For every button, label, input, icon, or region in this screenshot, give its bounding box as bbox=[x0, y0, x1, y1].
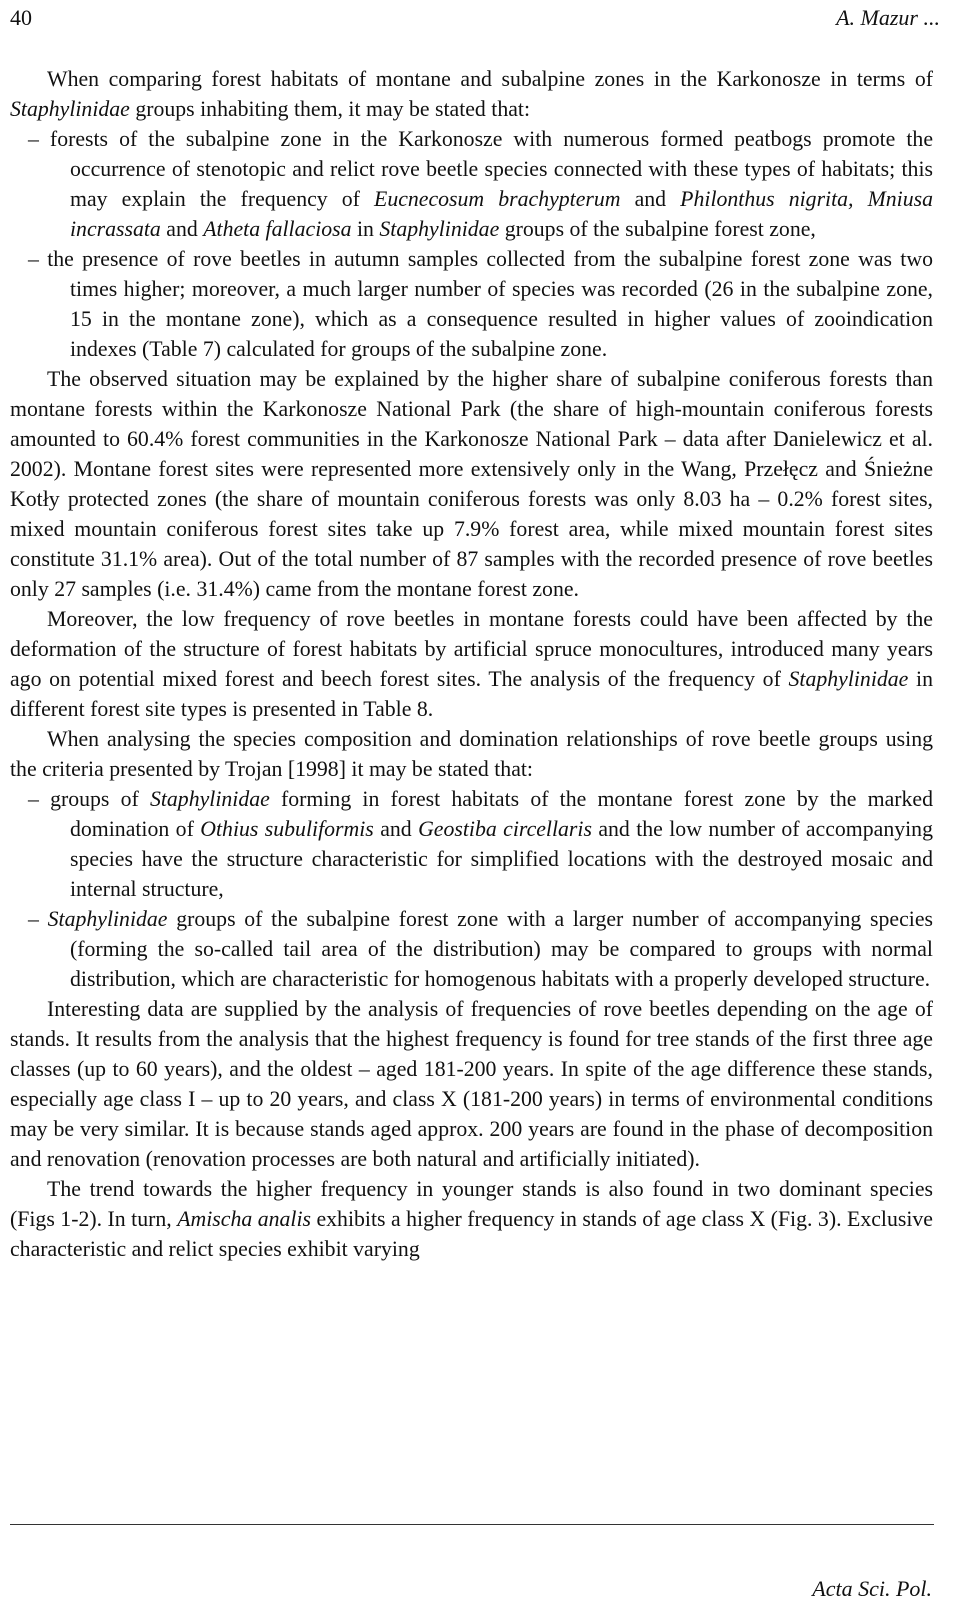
list-item: – Staphylinidae groups of the subalpine forest zone with a larger number of accompanying species (forming the so-called tail area of the distribution) may be compared to groups with normal distribution, which are characteristic for homogenous habitats with a properly developed structure. bbox=[28, 907, 933, 991]
paragraph: When comparing forest habitats of montane and subalpine zones in the Karkonosze in terms of Staphylinidae groups inhabiting them, it may be stated that: bbox=[10, 67, 933, 121]
list-item: – the presence of rove beetles in autumn samples collected from the subalpine forest zone was two times higher; moreover, a much larger number of species was recorded (26 in the subalpine zone, 15 in the montane zone), which as a consequence resulted in higher values of zooindication indexes (Table 7) calculated for groups of the subalpine zone. bbox=[28, 247, 933, 361]
page-number: 40 bbox=[10, 5, 32, 30]
paragraph: The trend towards the higher frequency in younger stands is also found in two dominant species (Figs 1-2). In turn, Amischa analis exhibits a higher frequency in stands of age class X (Fig. 3). Exclusive characteristic and relict species exhibit varying bbox=[10, 1177, 933, 1261]
running-author: A. Mazur ... bbox=[836, 5, 940, 30]
paragraph: When analysing the species composition and domination relationships of rove beetle groups using the criteria presented by Trojan [1998] it may be stated that: bbox=[10, 727, 933, 781]
running-header bbox=[10, 4, 940, 32]
journal-name: Acta Sci. Pol. bbox=[812, 1576, 932, 1601]
article-body bbox=[10, 64, 933, 1264]
footer-divider bbox=[10, 1524, 934, 1525]
list-item: – groups of Staphylinidae forming in forest habitats of the montane forest zone by the marked domination of Othius subuliformis and Geostiba circellaris and the low number of accompanying species have the structure characteristic for simplified locations with the destroyed mosaic and internal structure, bbox=[28, 787, 933, 901]
paragraph: The observed situation may be explained by the higher share of subalpine coniferous forests than montane forests within the Karkonosze National Park (the share of high-mountain coniferous forests amounted to 60.4% forest communities in the Karkonosze National Park – data after Danielewicz et al. 2002). Montane forest sites were represented more extensively only in the Wang, Przełęcz and Śnieżne Kotły protected zones (the share of mountain coniferous forests was only 8.03 ha – 0.2% forest sites, mixed mountain coniferous forest sites take up 7.9% forest area, while mixed mountain forest sites constitute 31.1% area). Out of the total number of 87 samples with the recorded presence of rove beetles only 27 samples (i.e. 31.4%) came from the montane forest zone. bbox=[10, 367, 933, 601]
paragraph: Moreover, the low frequency of rove beetles in montane forests could have been affected by the deformation of the structure of forest habitats by artificial spruce monocultures, introduced many years ago on potential mixed forest and beech forest sites. The analysis of the frequency of Staphylinidae in different forest site types is presented in Table 8. bbox=[10, 607, 933, 721]
paragraph: Interesting data are supplied by the analysis of frequencies of rove beetles depending on the age of stands. It results from the analysis that the highest frequency is found for tree stands of the first three age classes (up to 60 years), and the oldest – aged 181-200 years. In spite of the age difference these stands, especially age class I – up to 20 years, and class X (181-200 years) in terms of environmental conditions may be very similar. It is because stands aged approx. 200 years are found in the phase of decomposition and renovation (renovation processes are both natural and artificially initiated). bbox=[10, 997, 933, 1171]
list-item: – forests of the subalpine zone in the Karkonosze with numerous formed peatbogs promote the occurrence of stenotopic and relict rove beetle species connected with these types of habitats; this may explain the frequency of Eucnecosum brachypterum and Philonthus nigrita, Mniusa incrassata and Atheta fallaciosa in Staphylinidae groups of the subalpine forest zone, bbox=[28, 127, 933, 241]
